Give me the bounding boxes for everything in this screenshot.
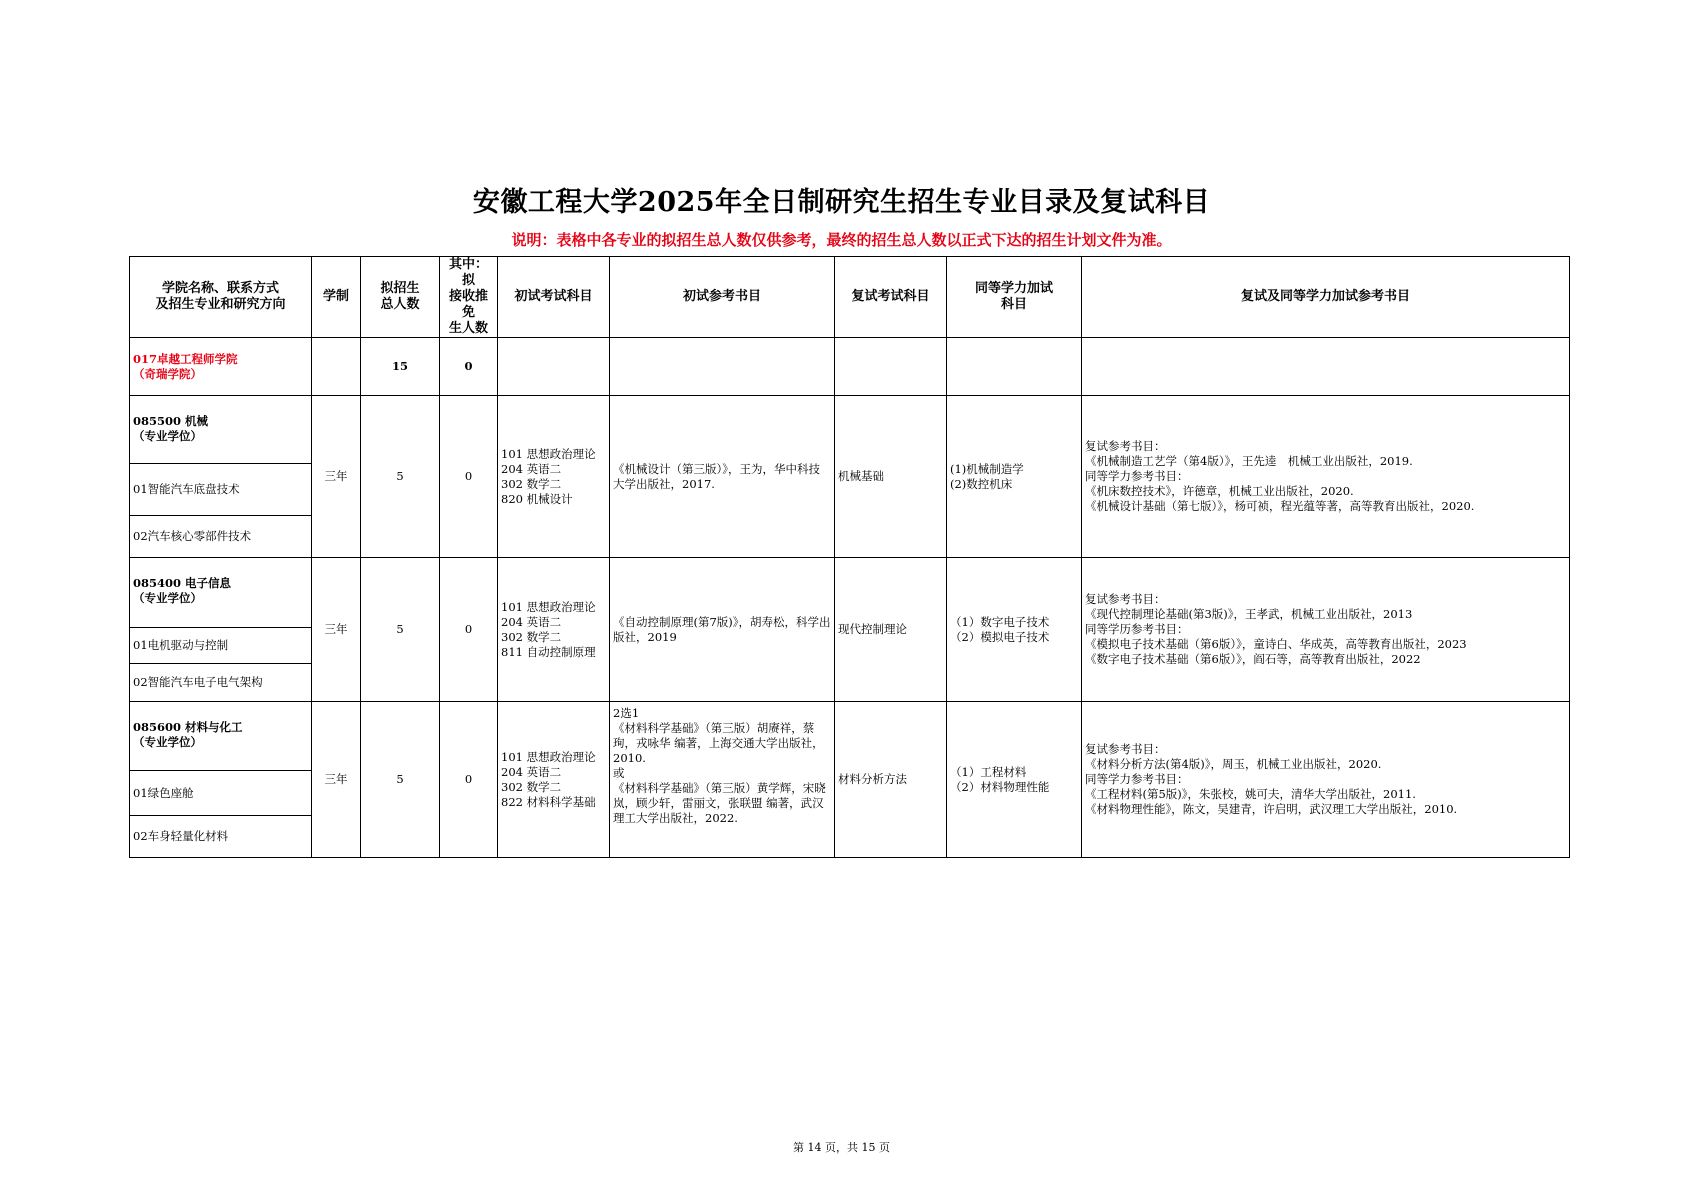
retest-books: 复试参考书目： 《机械制造工艺学（第4版）》，王先逵 机械工业出版社，2019. 同等学力参考书目： 《机床数控技术》，许德章，机械工业出版社，2020. 《机械设计基础（第七版）》，杨可祯，程光蕴等著，高等教育出版社，2020.	[1082, 396, 1570, 558]
empty-cell	[1082, 338, 1570, 396]
header-prelim-subjects: 初试考试科目	[498, 257, 610, 338]
major-duration: 三年	[312, 702, 361, 858]
prelim-subjects: 101 思想政治理论 204 英语二 302 数学二 811 自动控制原理	[498, 558, 610, 702]
header-equiv-subjects: 同等学力加试 科目	[947, 257, 1082, 338]
empty-cell	[947, 338, 1082, 396]
major-total: 5	[361, 702, 440, 858]
header-duration: 学制	[312, 257, 361, 338]
equiv-subjects: (1)机械制造学 (2)数控机床	[947, 396, 1082, 558]
empty-cell	[312, 338, 361, 396]
header-total: 拟招生 总人数	[361, 257, 440, 338]
retest-books: 复试参考书目： 《现代控制理论基础(第3版)》，王孝武，机械工业出版社，2013 同等学历参考书目： 《模拟电子技术基础（第6版）》，童诗白、华成英，高等教育出版社，2023 《数字电子技术基础（第6版）》，阎石等，高等教育出版社，2022	[1082, 558, 1570, 702]
direction-item: 02车身轻量化材料	[130, 816, 312, 858]
prelim-subjects: 101 思想政治理论 204 英语二 302 数学二 822 材料科学基础	[498, 702, 610, 858]
college-row	[130, 338, 1570, 396]
major-name: 085600 材料与化工 （专业学位）	[130, 702, 312, 771]
retest-subjects: 机械基础	[835, 396, 947, 558]
direction-item: 02智能汽车电子电气架构	[130, 664, 312, 702]
major-row	[130, 558, 1570, 628]
college-total: 15	[361, 338, 440, 396]
major-duration: 三年	[312, 396, 361, 558]
direction-item: 01电机驱动与控制	[130, 628, 312, 664]
retest-subjects: 现代控制理论	[835, 558, 947, 702]
direction-item: 01绿色座舱	[130, 771, 312, 816]
equiv-subjects: （1）数字电子技术 （2）模拟电子技术	[947, 558, 1082, 702]
major-exempt: 0	[440, 558, 498, 702]
direction-item: 02汽车核心零部件技术	[130, 516, 312, 558]
major-name: 085400 电子信息 （专业学位）	[130, 558, 312, 628]
major-total: 5	[361, 558, 440, 702]
college-name: 017卓越工程师学院 （奇瑞学院）	[130, 338, 312, 396]
equiv-subjects: （1）工程材料 （2）材料物理性能	[947, 702, 1082, 858]
major-exempt: 0	[440, 702, 498, 858]
prelim-subjects: 101 思想政治理论 204 英语二 302 数学二 820 机械设计	[498, 396, 610, 558]
header-retest-subjects: 复试考试科目	[835, 257, 947, 338]
notice-text: 说明：表格中各专业的拟招生总人数仅供参考，最终的招生总人数以正式下达的招生计划文件为准。	[511, 231, 1172, 249]
major-total: 5	[361, 396, 440, 558]
prelim-books: 《机械设计（第三版）》，王为，华中科技大学出版社，2017.	[610, 396, 835, 558]
college-exempt: 0	[440, 338, 498, 396]
header-college: 学院名称、联系方式 及招生专业和研究方向	[130, 257, 312, 338]
header-exempt: 其中：拟 接收推免 生人数	[440, 257, 498, 338]
direction-item: 01智能汽车底盘技术	[130, 464, 312, 516]
empty-cell	[498, 338, 610, 396]
catalog-table	[129, 256, 1570, 858]
empty-cell	[835, 338, 947, 396]
empty-cell	[610, 338, 835, 396]
major-row	[130, 396, 1570, 464]
prelim-books: 2选1 《材料科学基础》（第三版）胡赓祥，蔡珣，戎咏华 编著，上海交通大学出版社，2010. 或 《材料科学基础》（第三版）黄学辉，宋晓岚，顾少轩，雷丽文，张联盟 编著，武汉理工大学出版社，2022.	[610, 702, 835, 858]
header-row	[130, 257, 1570, 338]
major-name: 085500 机械 （专业学位）	[130, 396, 312, 464]
header-prelim-books: 初试参考书目	[610, 257, 835, 338]
retest-books: 复试参考书目： 《材料分析方法(第4版)》，周玉，机械工业出版社，2020. 同等学力参考书目： 《工程材料(第5版)》，朱张校，姚可夫，清华大学出版社，2011. 《材料物理性能》，陈文，吴建青，许启明，武汉理工大学出版社，2010.	[1082, 702, 1570, 858]
major-exempt: 0	[440, 396, 498, 558]
retest-subjects: 材料分析方法	[835, 702, 947, 858]
major-duration: 三年	[312, 558, 361, 702]
prelim-books: 《自动控制原理(第7版)》，胡寿松，科学出版社，2019	[610, 558, 835, 702]
major-row	[130, 702, 1570, 771]
header-retest-books: 复试及同等学力加试参考书目	[1082, 257, 1570, 338]
page-title: 安徽工程大学2025年全日制研究生招生专业目录及复试科目	[472, 187, 1211, 218]
page-footer: 第 14 页，共 15 页	[793, 1141, 890, 1154]
